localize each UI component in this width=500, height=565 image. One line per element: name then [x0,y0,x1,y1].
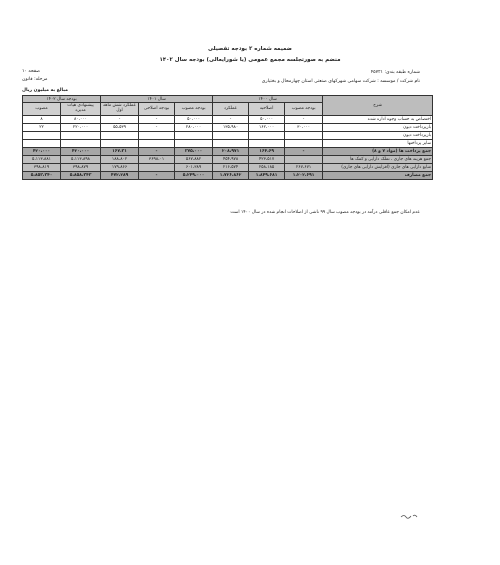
table-cell: ۲۰۸،۹۷۱ [213,148,249,156]
stage-label: مرحله: قانون [22,77,48,82]
table-cell: ۱،۲۰۲،۶۹۱ [285,172,323,180]
footnote: عدم امکان جمع عاقلی درآمد در بودجه مصوب سال ۹۹ ناشی از اصلاحات انجام شده در سال ۱۴۰۰ است [230,210,420,215]
table-row-total [23,172,433,180]
table-row [23,164,433,172]
table-row [23,124,433,132]
table-cell: ۱۶۷،۳۱ [101,148,139,156]
table-cell: ۱۳۵،۹۸۰ [213,124,249,132]
table-cell: ۵۰،۰۰۰ [175,116,213,124]
subheader: بودجه مصوب [285,103,323,116]
row-description: سایر پرداختها [323,140,433,148]
table-cell: - [285,116,323,124]
subheader: بودجه مصوب [175,103,213,116]
subheader: اصلاحیه [249,103,285,116]
header-year-1401: سال ۱۴۰۱ [101,96,213,103]
table-cell: ۵،۱۱۳،۸۸۱ [23,156,61,164]
table-cell: - [213,116,249,124]
table-cell: ۲۸۰،۰۰۰ [175,124,213,132]
table-cell: - [101,116,139,124]
table-cell: ۲۶۷،۶۷۱ [285,164,323,172]
table-row [23,156,433,164]
table-cell: ۲۱۶،۵۷۴ [213,164,249,172]
table-cell: ۸۰،۰۰۰ [61,116,101,124]
table-cell [139,164,175,172]
table-cell: ۱،۸۴۹،۶۸۱ [249,172,285,180]
budget-table [22,95,433,180]
subheader: مصوب [23,103,61,116]
table-cell: ۴۲۰،۰۰۰ [61,148,101,156]
classification-code: شماره طبقه بندی: ۴۵۷۲۱ [370,70,420,75]
subheader: پیشنهادی هیات مدیره [61,103,101,116]
table-cell: ۵۶۷،۸۸۲ [175,156,213,164]
table-row [23,132,433,140]
table-cell [213,132,249,140]
table-cell: ۱۶۴،۶۹ [249,148,285,156]
row-description: جمع مصارف [323,172,433,180]
company-name: نام شرکت / موسسه : شرکت سهامی شهرکهای صنعتی استان چهارمحال و بختیاری [261,79,420,84]
table-cell: ۳۶۹۸،۰۱ [139,156,175,164]
table-cell [23,140,61,148]
table-cell: ۵،۱۱۳،۸۹۸ [61,156,101,164]
amount-unit: مبالغ به میلیون ریال [22,88,68,93]
table-cell [249,132,285,140]
table-cell: ۴۵۴،۹۷۸ [213,156,249,164]
table-cell: ۱،۷۲۶،۸۶۲ [213,172,249,180]
row-description: اختصاص به حساب وجوه اداره شده [323,116,433,124]
table-cell [139,132,175,140]
table-cell: ۴۲۰،۰۰۰ [23,148,61,156]
table-row-total [23,148,433,156]
table-cell: ۶۰۱،۳۸۹ [175,164,213,172]
table-cell: ۵،۸۵۸،۳۴۳ [61,172,101,180]
table-cell: ۱۷۹،۸۶۶ [101,164,139,172]
header-year-1400: سال ۱۴۰۰ [213,96,323,103]
table-cell: ۲۵۸،۱۸۵ [249,164,285,172]
document-title: ضمیمه شماره ۲ بودجه تفصیلی [207,46,292,52]
table-cell [285,132,323,140]
table-cell: ۳۹۸،۸۷۹ [61,164,101,172]
table-cell: - [139,124,175,132]
table-cell [285,156,323,164]
table-cell: ۴۷۲،۲۸۹ [101,172,139,180]
row-description: منابع دارایی های جاری (افزایش دارایی های جاری) [323,164,433,172]
subheader: بودجه اصلاحی [139,103,175,116]
table-cell: - [285,148,323,156]
table-cell [101,132,139,140]
table-cell: ۵،۲۴۹،۰۰۰ [175,172,213,180]
table-cell: ۲۲ [23,124,61,132]
table-row [23,116,433,124]
table-cell: ۵۰،۰۰۰ [249,116,285,124]
table-row [23,140,433,148]
table-cell [101,140,139,148]
table-cell [213,140,249,148]
table-cell: ۳۰،۰۰۰ [285,124,323,132]
table-cell [23,132,61,140]
table-cell [175,132,213,140]
table-cell [61,132,101,140]
document-subtitle: منضم به صورتجلسه مجمع عمومی (یا شورایعالی) بودجه سال ۱۴۰۲ [159,57,341,63]
table-cell: - [139,148,175,156]
handwritten-mark [400,513,420,519]
table-cell: ۳۷۵،۰۰۰ [175,148,213,156]
table-cell: ۸ [23,116,61,124]
table-cell: ۴۲۳،۵۱۷ [249,156,285,164]
table-cell: ۵،۸۵۳،۳۴۰ [23,172,61,180]
table-cell: - [139,172,175,180]
table-cell: ۳۹۸،۸۱۹ [23,164,61,172]
table-cell: ۲۲۰،۰۰۰ [61,124,101,132]
table-cell [61,140,101,148]
table-cell: ۱۶۲،۰۰۰ [249,124,285,132]
table-cell: ۵۵،۵۳۹ [101,124,139,132]
header-year-1402: بودجه سال ۱۴۰۲ [23,96,101,103]
table-cell [175,140,213,148]
subheader: عملکرد شش ماهه اول [101,103,139,116]
row-description: جمع پرداخت ها (مواد ۷ و ۸) [323,148,433,156]
row-description: بازپرداخت دیون [323,132,433,140]
table-cell [249,140,285,148]
table-cell [139,140,175,148]
page-number: صفحه ۱۰ [22,69,41,74]
table-cell: ۱۸۸،۸۰۲ [101,156,139,164]
row-description: بازپرداخت دیون [323,124,433,132]
table-cell: - [139,116,175,124]
header-description: شرح [323,96,433,116]
table-cell [285,140,323,148]
subheader: عملکرد [213,103,249,116]
row-description: جمع هزینه های جاری ، تملک دارایی و کمک ها [323,156,433,164]
